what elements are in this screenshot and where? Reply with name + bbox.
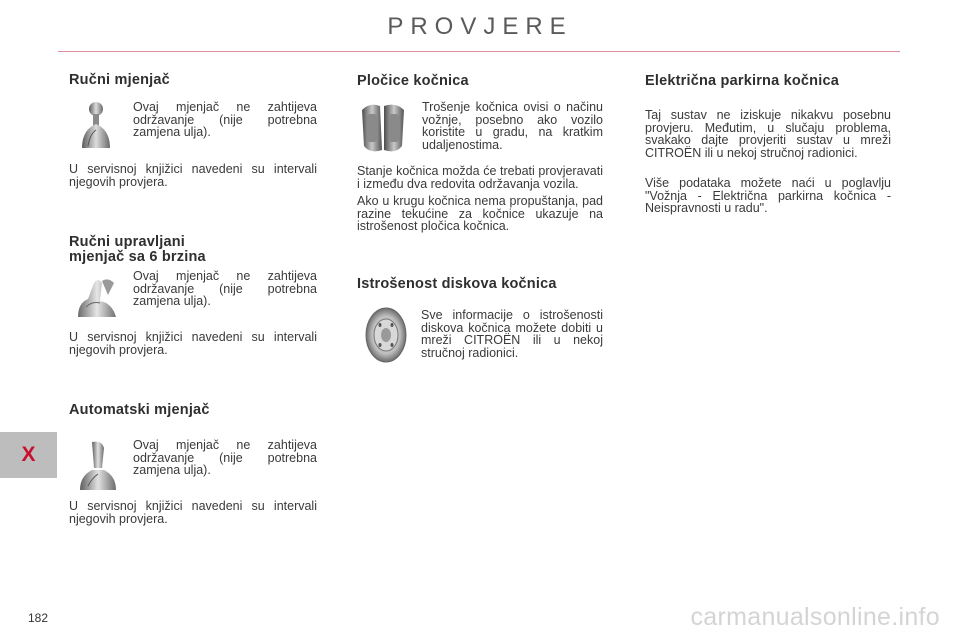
section-heading-line2: mjenjač sa 6 brzina [69,249,206,265]
section-intro-text: Ovaj mjenjač ne zahtijeva održavanje (nije potrebna zamjena ulja). [133,100,317,140]
section-body-text-1: Stanje kočnica možda će trebati provjeravati i između dva redovita održavanja vozila. [357,164,603,191]
chapter-tab: X [0,432,57,478]
section-heading-line1: Ručni upravljani [69,234,185,250]
section-heading: Ručni mjenjač [69,72,170,88]
brake-disc-icon [360,305,410,365]
section-intro-text: Trošenje kočnica ovisi o načinu vožnje, posebno ako vozilo koristite u gradu, na kratkim udaljenostima. [422,100,603,152]
section-body-text: U servisnoj knjižici navedeni su intervali njegovih provjera. [69,162,317,189]
section-body-text: U servisnoj knjižici navedeni su intervali njegovih provjera. [69,330,317,357]
paddle-shift-lever-icon [72,273,124,323]
title-divider [58,51,900,52]
watermark: carmanualsonline.info [690,603,940,631]
section-heading: Pločice kočnica [357,73,469,89]
section-heading: Električna parkirna kočnica [645,73,839,89]
section-heading: Automatski mjenjač [69,402,210,418]
section-heading: Istrošenost diskova kočnica [357,276,557,292]
manual-gear-lever-icon [72,100,120,152]
section-body-text-1: Taj sustav ne iziskuje nikakvu posebnu provjeru. Međutim, u slučaju problema, svakako dajte provjeriti sustav u mreži CITROËN ili u nekoj stručnoj radionici. [645,108,891,160]
section-body-text-2: Više podataka možete naći u poglavlju "Vožnja - Električna parkirna kočnica - Neispravnosti u radu". [645,176,891,216]
section-intro-text: Ovaj mjenjač ne zahtijeva održavanje (nije potrebna zamjena ulja). [133,438,317,478]
section-intro-text: Sve informacije o istrošenosti diskova kočnica možete dobiti u mreži CITROËN ili u nekoj stručnoj radionici. [421,308,603,360]
brake-pads-icon [358,100,408,156]
page-number: 182 [28,611,49,625]
section-body-text: U servisnoj knjižici navedeni su intervali njegovih provjera. [69,499,317,526]
page-title: PROVJERE [387,13,573,40]
automatic-gear-lever-icon [74,438,122,494]
section-intro-text: Ovaj mjenjač ne zahtijeva održavanje (nije potrebna zamjena ulja). [133,269,317,309]
section-body-text-2: Ako u krugu kočnica nema propuštanja, pad razine tekućine za kočnice ukazuje na istrošenost pločica kočnica. [357,194,603,234]
